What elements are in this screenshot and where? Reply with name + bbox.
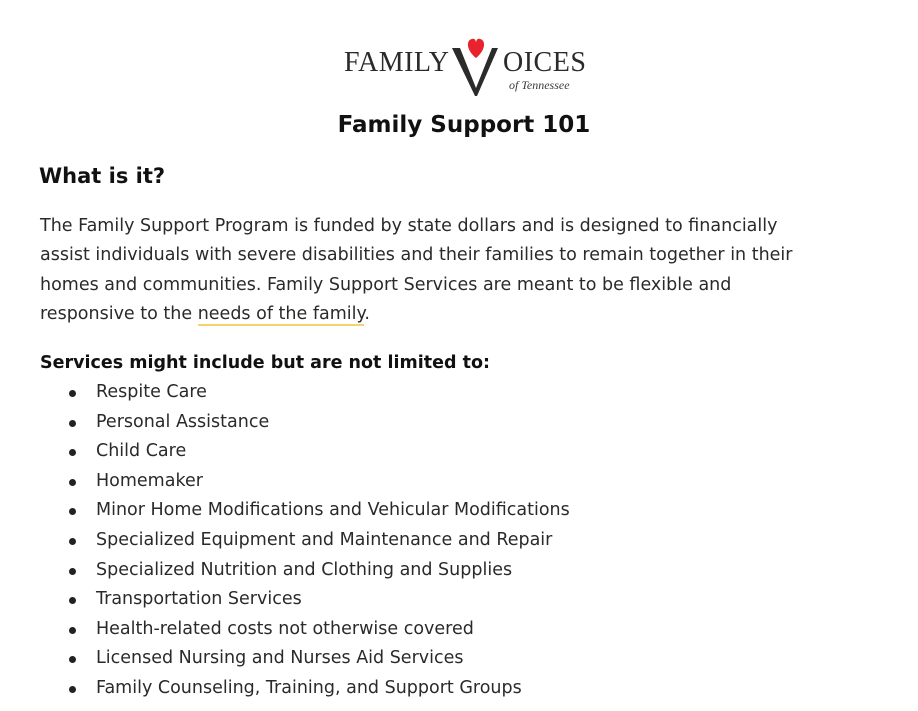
bullet-icon: [69, 686, 76, 693]
list-item-label: Minor Home Modifications and Vehicular Modifications: [96, 500, 570, 521]
bullet-icon: [69, 390, 76, 397]
list-item-label: Homemaker: [96, 470, 203, 491]
family-voices-logo: [344, 36, 586, 96]
logo-heart-v-icon: [448, 36, 504, 98]
bullet-icon: [69, 568, 76, 575]
bullet-icon: [69, 479, 76, 486]
list-item-label: Transportation Services: [96, 589, 302, 610]
logo-tagline: of Tennessee: [509, 78, 570, 92]
bullet-icon: [69, 627, 76, 634]
bullet-icon: [69, 597, 76, 604]
bullet-icon: [69, 420, 76, 427]
bullet-icon: [69, 538, 76, 545]
list-item-label: Specialized Equipment and Maintenance and Repair: [96, 529, 553, 550]
intro-end: .: [364, 304, 370, 325]
list-item-label: Specialized Nutrition and Clothing and Supplies: [96, 559, 513, 580]
bullet-icon: [69, 508, 76, 515]
logo-word-family: FAMILY: [344, 47, 450, 78]
highlighted-phrase: needs of the family: [197, 304, 365, 325]
list-item-label: Family Counseling, Training, and Support Groups: [96, 677, 522, 698]
bullet-icon: [69, 449, 76, 456]
list-item-label: Child Care: [96, 441, 187, 462]
intro-paragraph: [40, 212, 800, 330]
intro-text: The Family Support Program is funded by state dollars and is designed to financially assist individuals with severe disabilities and their families to remain together in their homes and communities. Family Support Services are meant to be flexible and responsive to the: [40, 216, 793, 325]
bullet-icon: [69, 656, 76, 663]
list-item-label: Personal Assistance: [96, 411, 270, 432]
list-item-label: Licensed Nursing and Nurses Aid Services: [96, 648, 464, 669]
logo-word-oices: OICES: [503, 47, 587, 78]
list-item-label: Health-related costs not otherwise covered: [96, 618, 474, 639]
services-heading: Services might include but are not limited to:: [40, 353, 490, 373]
document-title: Family Support 101: [337, 112, 591, 138]
list-item-label: Respite Care: [96, 382, 207, 402]
section-heading: What is it?: [39, 164, 166, 188]
